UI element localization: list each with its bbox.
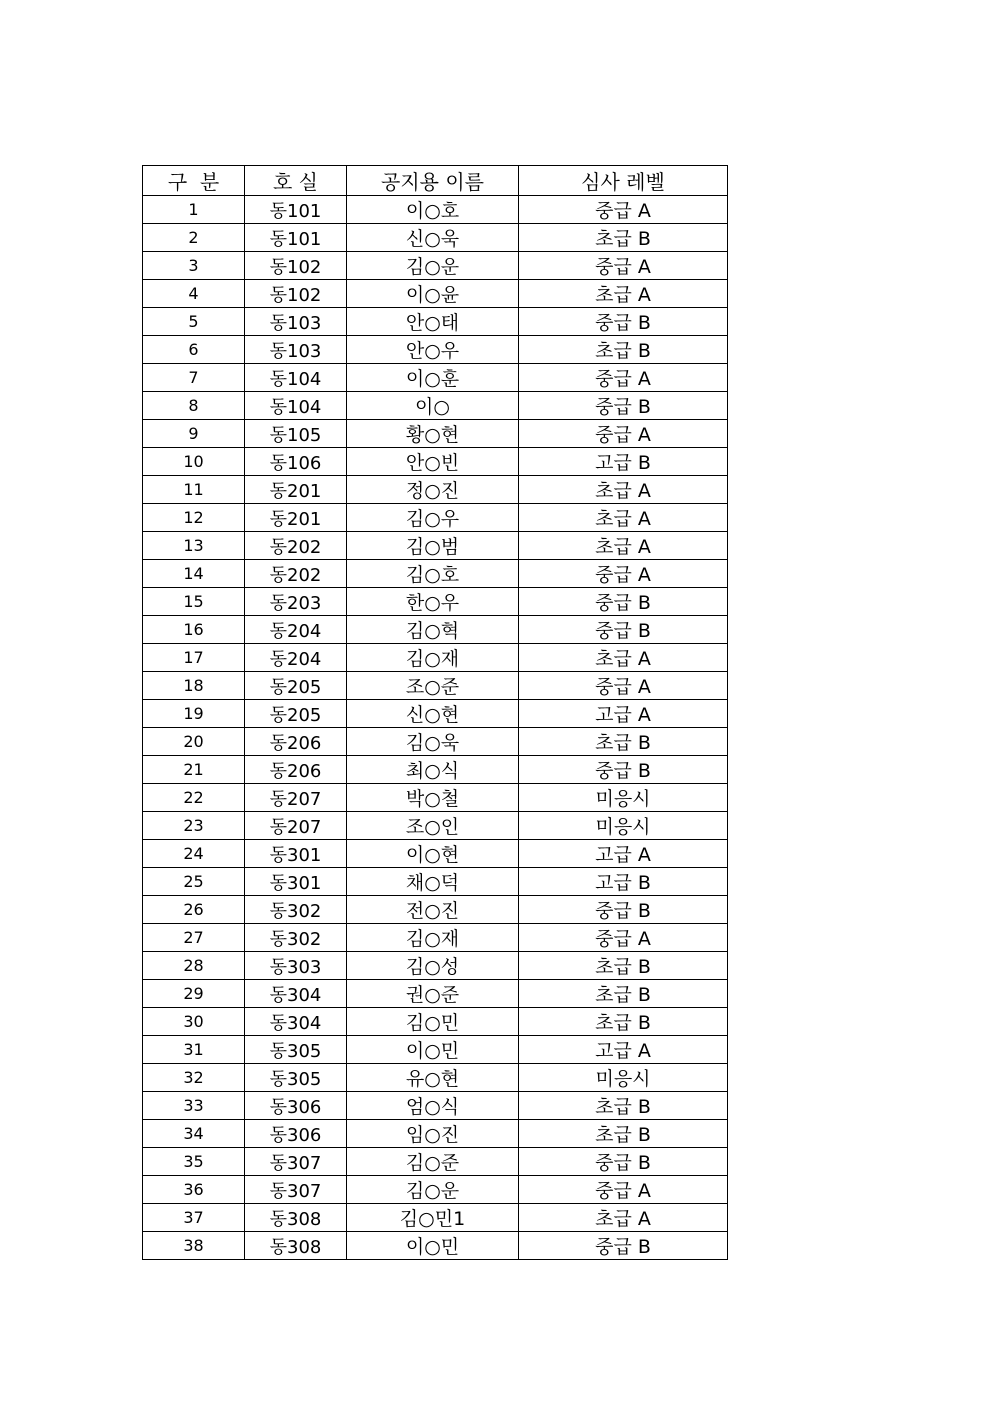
name-cell: 최○식 bbox=[347, 756, 519, 784]
room-cell: 동204 bbox=[245, 644, 347, 672]
name-cell: 김○범 bbox=[347, 532, 519, 560]
level-cell: 중급 A bbox=[519, 252, 728, 280]
name-cell: 신○현 bbox=[347, 700, 519, 728]
room-cell: 동102 bbox=[245, 280, 347, 308]
room-cell: 동101 bbox=[245, 196, 347, 224]
table-row bbox=[143, 672, 728, 700]
room-cell: 동105 bbox=[245, 420, 347, 448]
name-cell: 김○민1 bbox=[347, 1204, 519, 1232]
name-cell: 김○민 bbox=[347, 1008, 519, 1036]
row-number: 31 bbox=[143, 1036, 245, 1064]
room-cell: 동204 bbox=[245, 616, 347, 644]
level-cell: 초급 B bbox=[519, 728, 728, 756]
room-cell: 동308 bbox=[245, 1204, 347, 1232]
row-number: 19 bbox=[143, 700, 245, 728]
row-number: 23 bbox=[143, 812, 245, 840]
room-cell: 동306 bbox=[245, 1092, 347, 1120]
room-cell: 동103 bbox=[245, 336, 347, 364]
table-row bbox=[143, 1176, 728, 1204]
table-row bbox=[143, 1120, 728, 1148]
level-cell: 초급 A bbox=[519, 532, 728, 560]
table-row bbox=[143, 448, 728, 476]
table-row bbox=[143, 1064, 728, 1092]
name-cell: 김○호 bbox=[347, 560, 519, 588]
row-number: 14 bbox=[143, 560, 245, 588]
room-cell: 동302 bbox=[245, 896, 347, 924]
level-cell: 초급 A bbox=[519, 1204, 728, 1232]
name-cell: 조○인 bbox=[347, 812, 519, 840]
room-cell: 동207 bbox=[245, 812, 347, 840]
row-number: 25 bbox=[143, 868, 245, 896]
room-cell: 동308 bbox=[245, 1232, 347, 1260]
room-cell: 동102 bbox=[245, 252, 347, 280]
table-row bbox=[143, 784, 728, 812]
name-cell: 이○현 bbox=[347, 840, 519, 868]
name-cell: 박○철 bbox=[347, 784, 519, 812]
level-cell: 중급 B bbox=[519, 616, 728, 644]
row-number: 17 bbox=[143, 644, 245, 672]
level-cell: 초급 B bbox=[519, 336, 728, 364]
room-cell: 동302 bbox=[245, 924, 347, 952]
table-row bbox=[143, 700, 728, 728]
row-number: 22 bbox=[143, 784, 245, 812]
level-cell: 중급 B bbox=[519, 308, 728, 336]
name-cell: 안○우 bbox=[347, 336, 519, 364]
table-row bbox=[143, 336, 728, 364]
row-number: 26 bbox=[143, 896, 245, 924]
level-cell: 초급 A bbox=[519, 476, 728, 504]
header-exam-level: 심사 레벨 bbox=[519, 166, 728, 196]
name-cell: 김○준 bbox=[347, 1148, 519, 1176]
name-cell: 이○훈 bbox=[347, 364, 519, 392]
table-row bbox=[143, 252, 728, 280]
room-cell: 동203 bbox=[245, 588, 347, 616]
table-row bbox=[143, 952, 728, 980]
level-cell: 중급 A bbox=[519, 672, 728, 700]
room-cell: 동305 bbox=[245, 1036, 347, 1064]
table-row bbox=[143, 308, 728, 336]
room-cell: 동304 bbox=[245, 980, 347, 1008]
roster-table bbox=[142, 165, 728, 1260]
room-cell: 동207 bbox=[245, 784, 347, 812]
row-number: 11 bbox=[143, 476, 245, 504]
level-cell: 초급 B bbox=[519, 224, 728, 252]
row-number: 8 bbox=[143, 392, 245, 420]
room-cell: 동301 bbox=[245, 868, 347, 896]
header-room: 호 실 bbox=[245, 166, 347, 196]
room-cell: 동206 bbox=[245, 756, 347, 784]
level-cell: 중급 A bbox=[519, 924, 728, 952]
name-cell: 안○태 bbox=[347, 308, 519, 336]
row-number: 13 bbox=[143, 532, 245, 560]
level-cell: 중급 A bbox=[519, 1176, 728, 1204]
row-number: 37 bbox=[143, 1204, 245, 1232]
level-cell: 중급 B bbox=[519, 588, 728, 616]
table-row bbox=[143, 924, 728, 952]
level-cell: 미응시 bbox=[519, 1064, 728, 1092]
level-cell: 중급 A bbox=[519, 364, 728, 392]
row-number: 29 bbox=[143, 980, 245, 1008]
level-cell: 고급 A bbox=[519, 700, 728, 728]
name-cell: 채○덕 bbox=[347, 868, 519, 896]
room-cell: 동307 bbox=[245, 1148, 347, 1176]
level-cell: 미응시 bbox=[519, 812, 728, 840]
room-cell: 동304 bbox=[245, 1008, 347, 1036]
header-division: 구 분 bbox=[143, 166, 245, 196]
row-number: 3 bbox=[143, 252, 245, 280]
room-cell: 동201 bbox=[245, 504, 347, 532]
name-cell: 안○빈 bbox=[347, 448, 519, 476]
row-number: 28 bbox=[143, 952, 245, 980]
level-cell: 중급 B bbox=[519, 896, 728, 924]
row-number: 20 bbox=[143, 728, 245, 756]
table-row bbox=[143, 1148, 728, 1176]
header-row bbox=[143, 166, 728, 196]
row-number: 33 bbox=[143, 1092, 245, 1120]
level-cell: 초급 A bbox=[519, 280, 728, 308]
row-number: 12 bbox=[143, 504, 245, 532]
level-cell: 중급 B bbox=[519, 1148, 728, 1176]
level-cell: 초급 B bbox=[519, 980, 728, 1008]
name-cell: 전○진 bbox=[347, 896, 519, 924]
level-cell: 중급 A bbox=[519, 420, 728, 448]
row-number: 35 bbox=[143, 1148, 245, 1176]
name-cell: 황○현 bbox=[347, 420, 519, 448]
row-number: 6 bbox=[143, 336, 245, 364]
level-cell: 고급 B bbox=[519, 448, 728, 476]
table-row bbox=[143, 224, 728, 252]
level-cell: 고급 B bbox=[519, 868, 728, 896]
room-cell: 동301 bbox=[245, 840, 347, 868]
room-cell: 동306 bbox=[245, 1120, 347, 1148]
row-number: 32 bbox=[143, 1064, 245, 1092]
name-cell: 한○우 bbox=[347, 588, 519, 616]
table-row bbox=[143, 392, 728, 420]
table-row bbox=[143, 1092, 728, 1120]
level-cell: 초급 B bbox=[519, 1008, 728, 1036]
room-cell: 동206 bbox=[245, 728, 347, 756]
name-cell: 김○우 bbox=[347, 504, 519, 532]
table-row bbox=[143, 980, 728, 1008]
level-cell: 초급 A bbox=[519, 644, 728, 672]
room-cell: 동103 bbox=[245, 308, 347, 336]
row-number: 1 bbox=[143, 196, 245, 224]
name-cell: 신○욱 bbox=[347, 224, 519, 252]
name-cell: 이○호 bbox=[347, 196, 519, 224]
row-number: 34 bbox=[143, 1120, 245, 1148]
room-cell: 동307 bbox=[245, 1176, 347, 1204]
level-cell: 고급 A bbox=[519, 1036, 728, 1064]
row-number: 18 bbox=[143, 672, 245, 700]
row-number: 7 bbox=[143, 364, 245, 392]
row-number: 2 bbox=[143, 224, 245, 252]
table-row bbox=[143, 868, 728, 896]
room-cell: 동202 bbox=[245, 560, 347, 588]
name-cell: 김○성 bbox=[347, 952, 519, 980]
header-notice-name: 공지용 이름 bbox=[347, 166, 519, 196]
name-cell: 김○욱 bbox=[347, 728, 519, 756]
table-row bbox=[143, 840, 728, 868]
row-number: 10 bbox=[143, 448, 245, 476]
name-cell: 김○운 bbox=[347, 1176, 519, 1204]
table-row bbox=[143, 364, 728, 392]
name-cell: 김○혁 bbox=[347, 616, 519, 644]
name-cell: 이○ bbox=[347, 392, 519, 420]
room-cell: 동305 bbox=[245, 1064, 347, 1092]
row-number: 9 bbox=[143, 420, 245, 448]
room-cell: 동205 bbox=[245, 700, 347, 728]
row-number: 38 bbox=[143, 1232, 245, 1260]
room-cell: 동104 bbox=[245, 364, 347, 392]
level-cell: 초급 B bbox=[519, 952, 728, 980]
name-cell: 이○민 bbox=[347, 1036, 519, 1064]
level-cell: 중급 B bbox=[519, 392, 728, 420]
room-cell: 동201 bbox=[245, 476, 347, 504]
row-number: 16 bbox=[143, 616, 245, 644]
table-row bbox=[143, 532, 728, 560]
name-cell: 조○준 bbox=[347, 672, 519, 700]
row-number: 21 bbox=[143, 756, 245, 784]
room-cell: 동104 bbox=[245, 392, 347, 420]
row-number: 30 bbox=[143, 1008, 245, 1036]
row-number: 4 bbox=[143, 280, 245, 308]
room-cell: 동303 bbox=[245, 952, 347, 980]
table-row bbox=[143, 616, 728, 644]
table-row bbox=[143, 420, 728, 448]
level-cell: 고급 A bbox=[519, 840, 728, 868]
table-row bbox=[143, 1036, 728, 1064]
row-number: 24 bbox=[143, 840, 245, 868]
level-cell: 중급 B bbox=[519, 1232, 728, 1260]
roster-body bbox=[143, 196, 728, 1260]
name-cell: 김○재 bbox=[347, 924, 519, 952]
table-row bbox=[143, 196, 728, 224]
table-row bbox=[143, 1204, 728, 1232]
room-cell: 동202 bbox=[245, 532, 347, 560]
row-number: 27 bbox=[143, 924, 245, 952]
room-cell: 동106 bbox=[245, 448, 347, 476]
table-row bbox=[143, 644, 728, 672]
level-cell: 초급 A bbox=[519, 504, 728, 532]
table-row bbox=[143, 896, 728, 924]
row-number: 36 bbox=[143, 1176, 245, 1204]
name-cell: 이○민 bbox=[347, 1232, 519, 1260]
name-cell: 이○윤 bbox=[347, 280, 519, 308]
level-cell: 미응시 bbox=[519, 784, 728, 812]
level-cell: 중급 A bbox=[519, 560, 728, 588]
level-cell: 초급 B bbox=[519, 1120, 728, 1148]
room-cell: 동205 bbox=[245, 672, 347, 700]
row-number: 5 bbox=[143, 308, 245, 336]
name-cell: 권○준 bbox=[347, 980, 519, 1008]
table-row bbox=[143, 812, 728, 840]
name-cell: 유○현 bbox=[347, 1064, 519, 1092]
room-cell: 동101 bbox=[245, 224, 347, 252]
table-row bbox=[143, 728, 728, 756]
table-row bbox=[143, 560, 728, 588]
name-cell: 김○재 bbox=[347, 644, 519, 672]
table-row bbox=[143, 280, 728, 308]
table-row bbox=[143, 1008, 728, 1036]
table-row bbox=[143, 756, 728, 784]
level-cell: 중급 A bbox=[519, 196, 728, 224]
name-cell: 정○진 bbox=[347, 476, 519, 504]
level-cell: 초급 B bbox=[519, 1092, 728, 1120]
table-row bbox=[143, 476, 728, 504]
row-number: 15 bbox=[143, 588, 245, 616]
name-cell: 김○운 bbox=[347, 252, 519, 280]
name-cell: 임○진 bbox=[347, 1120, 519, 1148]
table-row bbox=[143, 588, 728, 616]
table-row bbox=[143, 1232, 728, 1260]
level-cell: 중급 B bbox=[519, 756, 728, 784]
table-row bbox=[143, 504, 728, 532]
name-cell: 엄○식 bbox=[347, 1092, 519, 1120]
